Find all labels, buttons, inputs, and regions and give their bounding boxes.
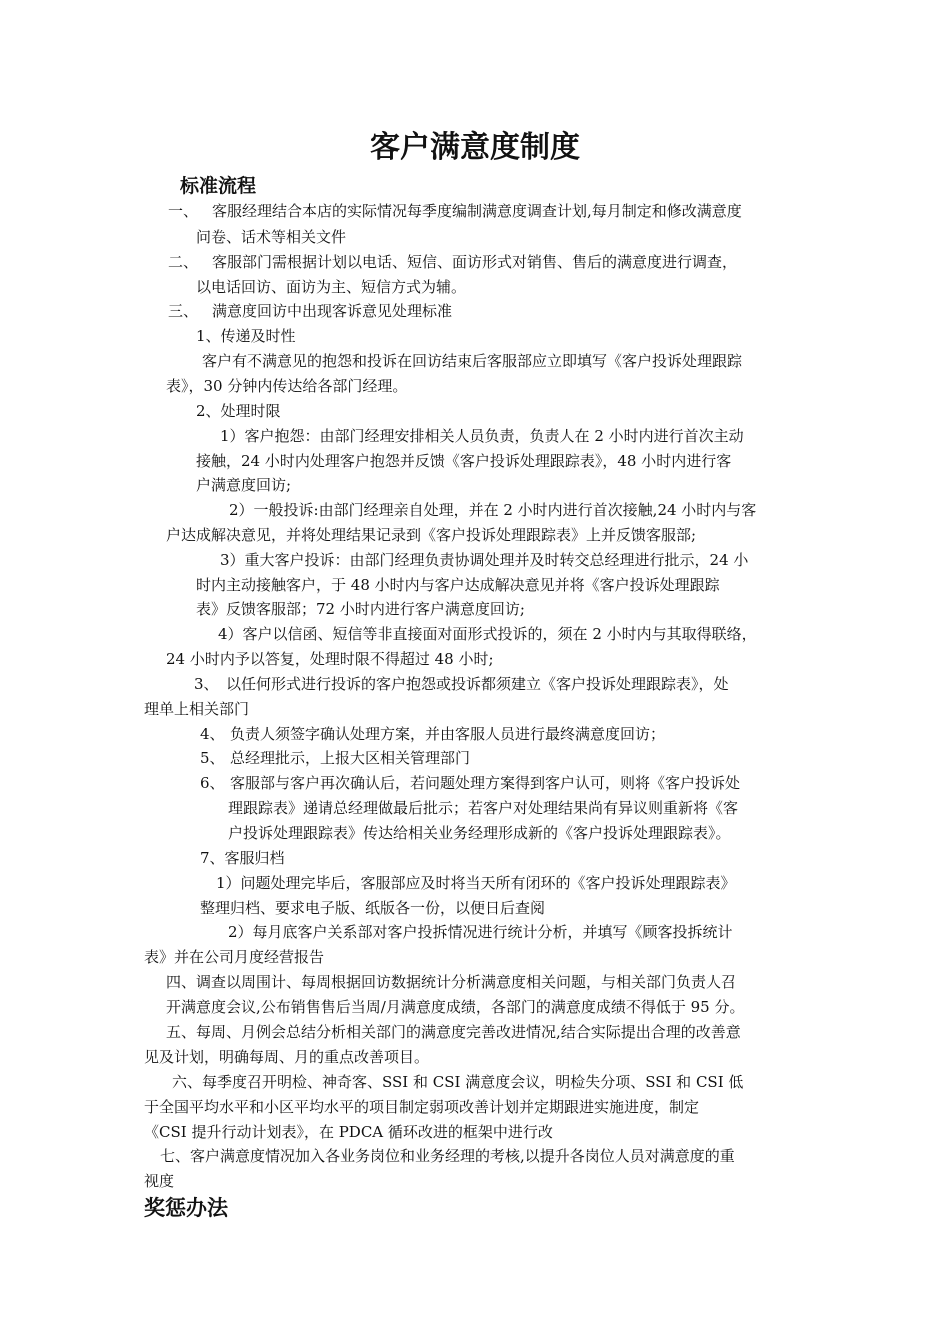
subsection-2d-line-2: 24 小时内予以答复，处理时限不得超过 48 小时; xyxy=(166,650,494,668)
subsection-4-number: 4、 xyxy=(200,725,225,743)
item-two-line-1: 客服部门需根据计划以电话、短信、面访形式对销售、售后的满意度进行调查， xyxy=(212,253,738,271)
subsection-1-line-2: 表》，30 分钟内传达给各部门经理。 xyxy=(166,377,408,395)
subsection-6-line-1: 客服部与客户再次确认后，若问题处理方案得到客户认可，则将《客户投诉处 xyxy=(230,774,741,792)
subsection-6-line-3: 户投诉处理跟踪表》传达给相关业务经理形成新的《客户投诉处理跟踪表》。 xyxy=(228,824,731,842)
item-seven-line-2: 视度 xyxy=(144,1172,175,1190)
subsection-2d-line-1: 4）客户以信函、短信等非直接面对面形式投诉的，须在 2 小时内与其取得联络， xyxy=(218,625,757,643)
item-six-line-3: 《CSI 提升行动计划表》，在 PDCA 循环改进的框架中进行改 xyxy=(144,1123,553,1141)
subsection-5-line-1: 总经理批示，上报大区相关管理部门 xyxy=(230,749,471,767)
item-seven-line-1: 七、客户满意度情况加入各业务岗位和业务经理的考核,以提升各岗位人员对满意度的重 xyxy=(160,1147,735,1165)
document-title: 客户满意度制度 xyxy=(370,130,580,165)
subsection-5-number: 5、 xyxy=(200,749,225,767)
subsection-2a-line-2: 接触，24 小时内处理客户抱怨并反馈《客户投诉处理跟踪表》，48 小时内进行客 xyxy=(196,452,732,470)
subsection-7-title: 7、客服归档 xyxy=(200,849,285,867)
subsection-3-number: 3、 xyxy=(194,675,219,693)
subsection-2b-line-2: 户达成解决意见，并将处理结果记录到《客户投诉处理跟踪表》上并反馈客服部; xyxy=(166,526,697,544)
item-one-line-2: 问卷、话术等相关文件 xyxy=(196,228,347,246)
item-one-line-1: 客服经理结合本店的实际情况每季度编制满意度调查计划,每月制定和修改满意度 xyxy=(212,202,742,220)
subsection-7a-line-2: 整理归档、要求电子版、纸版各一份，以便日后查阅 xyxy=(200,899,546,917)
subsection-2b-line-1: 2）一般投诉:由部门经理亲自处理，并在 2 小时内进行首次接触,24 小时内与客 xyxy=(229,501,757,519)
subsection-2-title: 2、处理时限 xyxy=(196,402,281,420)
item-number-two: 二、 xyxy=(168,253,199,271)
item-number-three: 三、 xyxy=(168,302,199,320)
item-six-line-1: 六、每季度召开明检、神奇客、SSI 和 CSI 满意度会议，明检失分项、SSI 和 CSI 低 xyxy=(172,1073,744,1091)
subsection-7b-line-1: 2）每月底客户关系部对客户投拆情况进行统计分析，并填写《顾客投拆统计 xyxy=(228,923,733,941)
section-heading-rewards-penalties: 奖惩办法 xyxy=(144,1196,228,1220)
subsection-2c-line-1: 3）重大客户投诉：由部门经理负责协调处理并及时转交总经理进行批示，24 小 xyxy=(220,551,749,569)
item-four-line-2: 开满意度会议,公布销售售后当周/月满意度成绩，各部门的满意度成绩不得低于 95 分。 xyxy=(166,998,745,1016)
section-heading-standard-process: 标准流程 xyxy=(180,175,257,197)
subsection-4-line-1: 负责人须签字确认处理方案，并由客服人员进行最终满意度回访； xyxy=(230,725,666,743)
subsection-2a-line-3: 户满意度回访; xyxy=(196,476,292,494)
item-four-line-1: 四、调查以周围计、每周根据回访数据统计分析满意度相关问题，与相关部门负责人召 xyxy=(166,973,737,991)
subsection-3-line-2: 理单上相关部门 xyxy=(144,700,250,718)
subsection-1-title: 1、传递及时性 xyxy=(196,327,296,345)
subsection-1-line-1: 客户有不满意见的抱怨和投诉在回访结束后客服部应立即填写《客户投诉处理跟踪 xyxy=(202,352,743,370)
subsection-7a-line-1: 1）问题处理完毕后，客服部应及时将当天所有闭环的《客户投诉处理跟踪表》 xyxy=(216,874,736,892)
item-three-line-1: 满意度回访中出现客诉意见处理标准 xyxy=(212,302,453,320)
subsection-2c-line-3: 表》反馈客服部；72 小时内进行客户满意度回访; xyxy=(196,600,525,618)
item-number-one: 一、 xyxy=(168,202,199,220)
item-two-line-2: 以电话回访、面访为主、短信方式为辅。 xyxy=(196,278,467,296)
subsection-6-line-2: 理跟踪表》递请总经理做最后批示；若客户对处理结果尚有异议则重新将《客 xyxy=(228,799,739,817)
subsection-6-number: 6、 xyxy=(200,774,225,792)
subsection-2a-line-1: 1）客户抱怨：由部门经理安排相关人员负责，负责人在 2 小时内进行首次主动 xyxy=(220,427,744,445)
item-five-line-1: 五、每周、月例会总结分析相关部门的满意度完善改进情况,结合实际提出合理的改善意 xyxy=(166,1023,741,1041)
subsection-3-line-1: 以任何形式进行投诉的客户抱怨或投诉都须建立《客户投诉处理跟踪表》，处 xyxy=(226,675,729,693)
subsection-7b-line-2: 表》并在公司月度经营报告 xyxy=(144,948,325,966)
item-six-line-2: 于全国平均水平和小区平均水平的项目制定弱项改善计划并定期跟进实施进度，制定 xyxy=(144,1098,700,1116)
item-five-line-2: 见及计划，明确每周、月的重点改善项目。 xyxy=(144,1048,430,1066)
subsection-2c-line-2: 时内主动接触客户，于 48 小时内与客户达成解决意见并将《客户投诉处理跟踪 xyxy=(196,576,720,594)
